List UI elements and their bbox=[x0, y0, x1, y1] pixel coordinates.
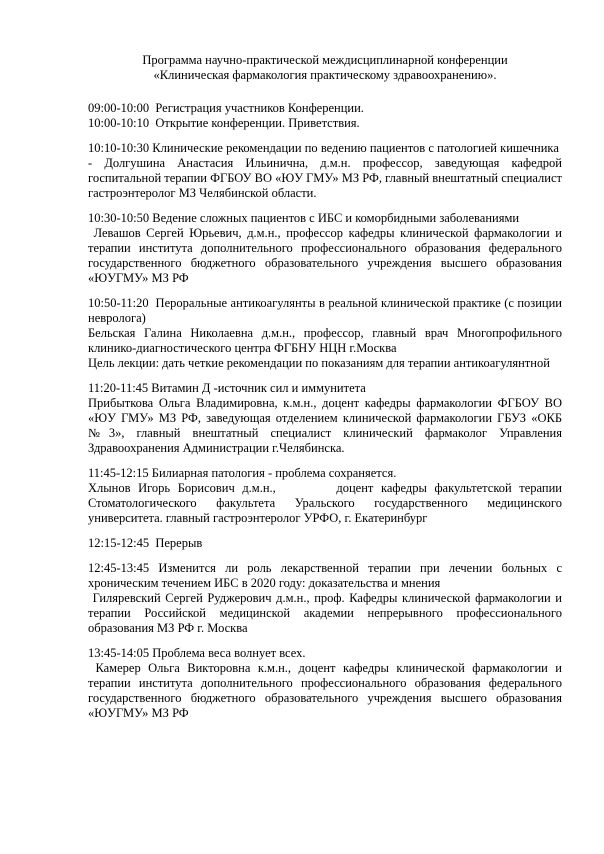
session-speaker: Гиляревский Сергей Руджерович д.м.н., проф. Кафедры клинической фармакологии и терапии Российской медицинской академии непрерывного профессионального образования МЗ РФ г. Москва bbox=[88, 591, 562, 635]
session-speaker: Прибыткова Ольга Владимировна, к.м.н., доцент кафедры фармакологии ФГБОУ ВО «ЮУ ГМУ» МЗ РФ, заведующая отделением клинической фармакологии ГБУЗ «ОКБ №3», главный внештатный специалист клинический фармаколог Управления Здравоохранения Администрации г.Челябинска. bbox=[88, 396, 562, 455]
session-10-50-11-20 bbox=[88, 296, 562, 371]
schedule-line-opening: 10:00-10:10 Открытие конференции. Приветствия. bbox=[88, 116, 360, 130]
session-10-10-10-30 bbox=[88, 141, 562, 201]
session-speaker: Камерер Ольга Викторовна к.м.н., доцент кафедры клинической фармакологии и терапии института дополнительного профессионального образования федерального государственного бюджетного образовательного учреждения высшего образования «ЮУГМУ» МЗ РФ bbox=[88, 661, 562, 720]
session-12-45-13-45 bbox=[88, 561, 562, 636]
session-title: 10:50-11:20 Пероральные антикоагулянты в реальной клинической практике (с позиции невролога) bbox=[88, 296, 562, 325]
schedule-intro bbox=[88, 101, 562, 131]
break-line: 12:15-12:45 Перерыв bbox=[88, 536, 203, 550]
session-10-30-10-50 bbox=[88, 211, 562, 286]
document-title-line-1: Программа научно-практической междисциплинарной конференции bbox=[142, 53, 508, 67]
session-11-20-11-45 bbox=[88, 381, 562, 456]
session-title: 11:20-11:45 Витамин Д -источник сил и иммунитета bbox=[88, 381, 366, 395]
session-break-12-15-12-45 bbox=[88, 536, 562, 551]
session-title-and-speaker: 10:10-10:30 Клинические рекомендации по ведению пациентов с патологией кишечника - Долгушина Анастасия Ильинична, д.м.н. профессор, заведующая кафедрой госпитальной терапии ФГБОУ ВО «ЮУ ГМУ» МЗ РФ, главный внештатный специалист гастроэнтеролог МЗ Челябинской области. bbox=[88, 141, 562, 200]
session-11-45-12-15 bbox=[88, 466, 562, 526]
document-title-line-2: «Клиническая фармакология практическому здравоохранению». bbox=[153, 68, 497, 82]
session-speaker: Бельская Галина Николаевна д.м.н., профессор, главный врач Многопрофильного клинико-диагностического центра ФГБНУ НЦН г.Москва bbox=[88, 326, 562, 355]
session-title: 11:45-12:15 Билиарная патология - проблема сохраняется. bbox=[88, 466, 397, 480]
session-speaker: Хлынов Игорь Борисович д.м.н., доцент кафедры факультетской терапии Стоматологического факультета Уральского государственного медицинского университета. главный гастроэнтеролог УРФО, г. Екатеринбург bbox=[88, 481, 562, 525]
document-title bbox=[88, 53, 562, 83]
session-title: 10:30-10:50 Ведение сложных пациентов с ИБС и коморбидными заболеваниями bbox=[88, 211, 520, 225]
session-lecture-goal: Цель лекции: дать четкие рекомендации по показаниям для терапии антикоагулянтной bbox=[88, 356, 550, 370]
session-speaker: Левашов Сергей Юрьевич, д.м.н., профессор кафедры клинической фармакологии и терапии института дополнительного профессионального образования федерального государственного бюджетного образовательного учреждения высшего образования «ЮУГМУ» МЗ РФ bbox=[88, 226, 562, 285]
session-13-45-14-05 bbox=[88, 646, 562, 721]
session-title: 13:45-14:05 Проблема веса волнует всех. bbox=[88, 646, 306, 660]
session-title: 12:45-13:45 Изменится ли роль лекарственной терапии при лечении больных с хроническим течением ИБС в 2020 году: доказательства и мнения bbox=[88, 561, 562, 590]
schedule-line-registration: 09:00-10:00 Регистрация участников Конференции. bbox=[88, 101, 364, 115]
